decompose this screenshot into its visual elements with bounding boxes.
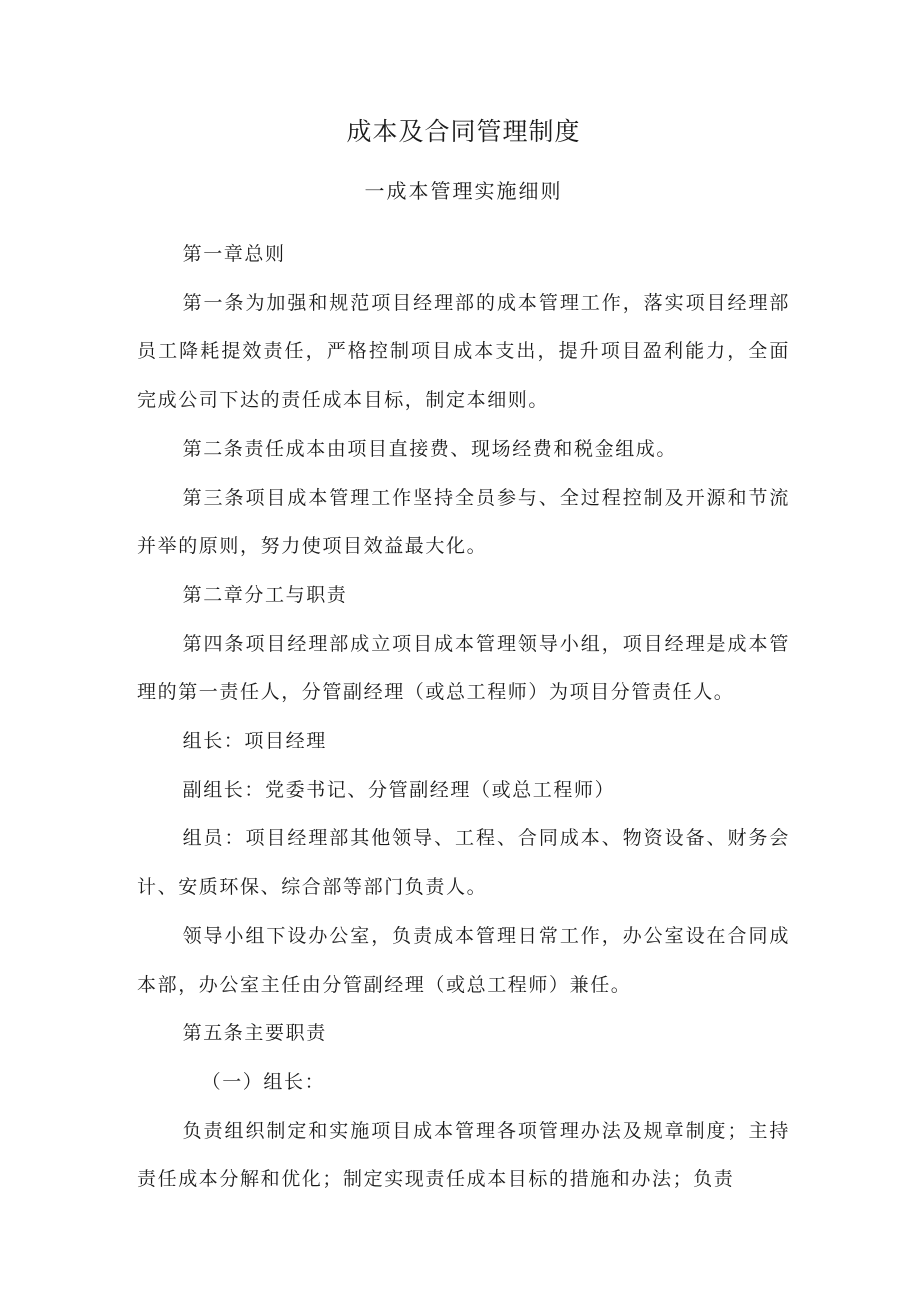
sub-item-heading: （一）组长： bbox=[201, 1070, 326, 1093]
article-heading: 第五条主要职责 bbox=[182, 1022, 327, 1045]
paragraph: 第三条项目成本管理工作坚持全员参与、全过程控制及开源和节流并举的原则，努力使项目效益最大化。 bbox=[137, 486, 790, 558]
document-body bbox=[137, 230, 790, 1204]
paragraph: 第二条责任成本由项目直接费、现场经费和税金组成。 bbox=[182, 437, 677, 460]
paragraph: 组长：项目经理 bbox=[182, 730, 327, 753]
paragraph: 第一条为加强和规范项目经理部的成本管理工作，落实项目经理部员工降耗提效责任，严格控制项目成本支出，提升项目盈利能力，全面完成公司下达的责任成本目标，制定本细则。 bbox=[137, 291, 790, 412]
chapter-heading: 第一章总则 bbox=[182, 243, 286, 265]
paragraph: 副组长：党委书记、分管副经理（或总工程师） bbox=[182, 778, 616, 801]
paragraph: 组员：项目经理部其他领导、工程、合同成本、物资设备、财务会计、安质环保、综合部等部门负责人。 bbox=[137, 827, 790, 899]
document-subtitle: 一成本管理实施细则 bbox=[364, 179, 563, 203]
paragraph: 负责组织制定和实施项目成本管理各项管理办法及规章制度；主持责任成本分解和优化；制定实现责任成本目标的措施和办法；负责 bbox=[137, 1119, 790, 1191]
chapter-heading: 第二章分工与职责 bbox=[182, 583, 348, 606]
paragraph: 第四条项目经理部成立项目成本管理领导小组，项目经理是成本管理的第一责任人，分管副经理（或总工程师）为项目分管责任人。 bbox=[137, 632, 790, 704]
paragraph: 领导小组下设办公室，负责成本管理日常工作，办公室设在合同成本部，办公室主任由分管副经理（或总工程师）兼任。 bbox=[137, 924, 790, 996]
document-title: 成本及合同管理制度 bbox=[346, 117, 581, 146]
